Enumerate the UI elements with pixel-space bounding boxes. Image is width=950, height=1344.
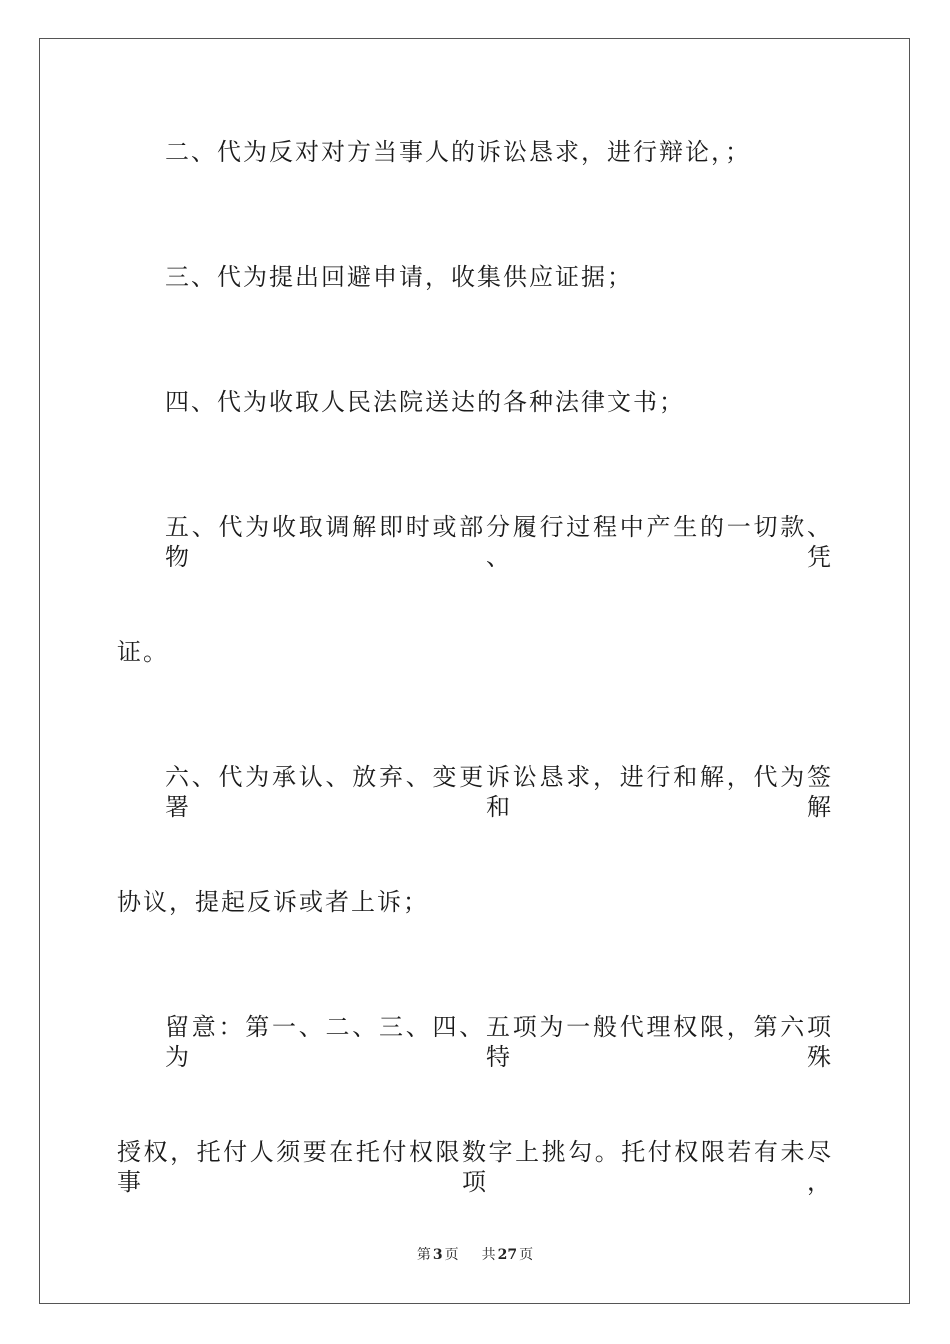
paragraph-item-5-line-1: 五、代为收取调解即时或部分履行过程中产生的一切款、物、凭 xyxy=(165,513,833,571)
footer-page-prefix: 第 xyxy=(416,1247,431,1263)
paragraph-item-2: 二、代为反对对方当事人的诉讼恳求，进行辩论，； xyxy=(165,138,751,166)
paragraph-item-3: 三、代为提出回避申请，收集供应证据； xyxy=(165,263,633,291)
footer-page-number: 3 xyxy=(432,1247,443,1263)
footer-total-prefix: 共 xyxy=(481,1247,496,1263)
page-footer xyxy=(0,1245,950,1265)
paragraph-item-6-line-2: 协议，提起反诉或者上诉； xyxy=(117,888,429,916)
footer-total-suffix: 页 xyxy=(519,1247,534,1263)
paragraph-item-4: 四、代为收取人民法院送达的各种法律文书； xyxy=(165,388,685,416)
note-line-2: 授权，托付人须要在托付权限数字上挑勾。托付权限若有未尽事项， xyxy=(117,1138,833,1196)
footer-page-suffix: 页 xyxy=(444,1247,459,1263)
paragraph-item-5-line-2: 证。 xyxy=(117,638,169,666)
paragraph-item-6-line-1: 六、代为承认、放弃、变更诉讼恳求，进行和解，代为签署和解 xyxy=(165,763,833,821)
note-line-1: 留意：第一、二、三、四、五项为一般代理权限，第六项为特殊 xyxy=(165,1013,833,1071)
footer-total-number: 27 xyxy=(497,1247,518,1263)
page-border xyxy=(39,38,910,1304)
